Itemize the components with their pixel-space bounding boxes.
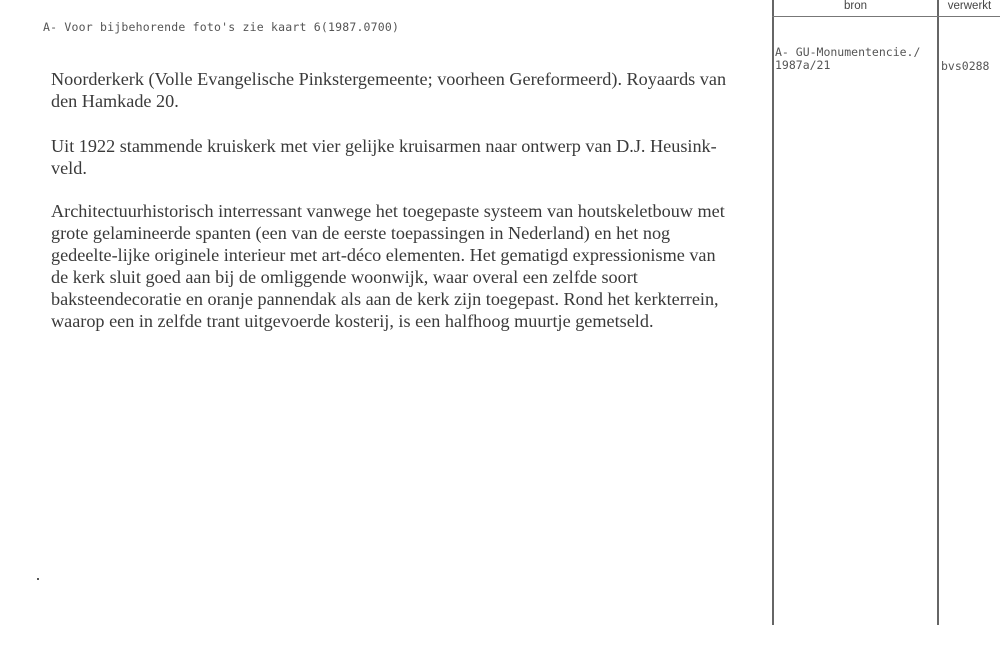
column-divider-right <box>937 0 939 625</box>
paragraph-description: Architectuurhistorisch interressant vanwege het toegepaste systeem van houtskeletbouw met grote gelamineerde spanten (een van de eerste toepassingen in Nederland) en het nog gedeelte-lijke originele interieur met art-déco elementen. Het gematigd expressionisme van de kerk sluit goed aan bij de omliggende woonwijk, waar overal een zelfde soort baksteendecoratie en oranje pannendak als aan de kerk zijn toegepast. Rond het kerkterrein, waarop een in zelfde trant uitgevoerde kosterij, is een halfhoog muurtje gemetseld. <box>51 201 725 331</box>
scan-speck <box>37 578 39 580</box>
paragraph-origin: Uit 1922 stammende kruiskerk met vier gelijke kruisarmen naar ontwerp van D.J. Heusink-veld. <box>51 136 717 178</box>
source-value: A- GU-Monumentencie./ 1987a/21 <box>775 45 921 72</box>
reference-note: A- Voor bijbehorende foto's zie kaart 6(1987.0700) <box>43 20 400 34</box>
column-header-verwerkt: verwerkt <box>947 0 992 12</box>
header-divider <box>772 16 1000 17</box>
column-header-bron: bron <box>843 0 868 12</box>
column-divider-left <box>772 0 774 625</box>
paragraph-title-address: Noorderkerk (Volle Evangelische Pinkstergemeente; voorheen Gereformeerd). Royaards van den Hamkade 20. <box>51 69 727 111</box>
processed-value: bvs0288 <box>941 59 990 73</box>
